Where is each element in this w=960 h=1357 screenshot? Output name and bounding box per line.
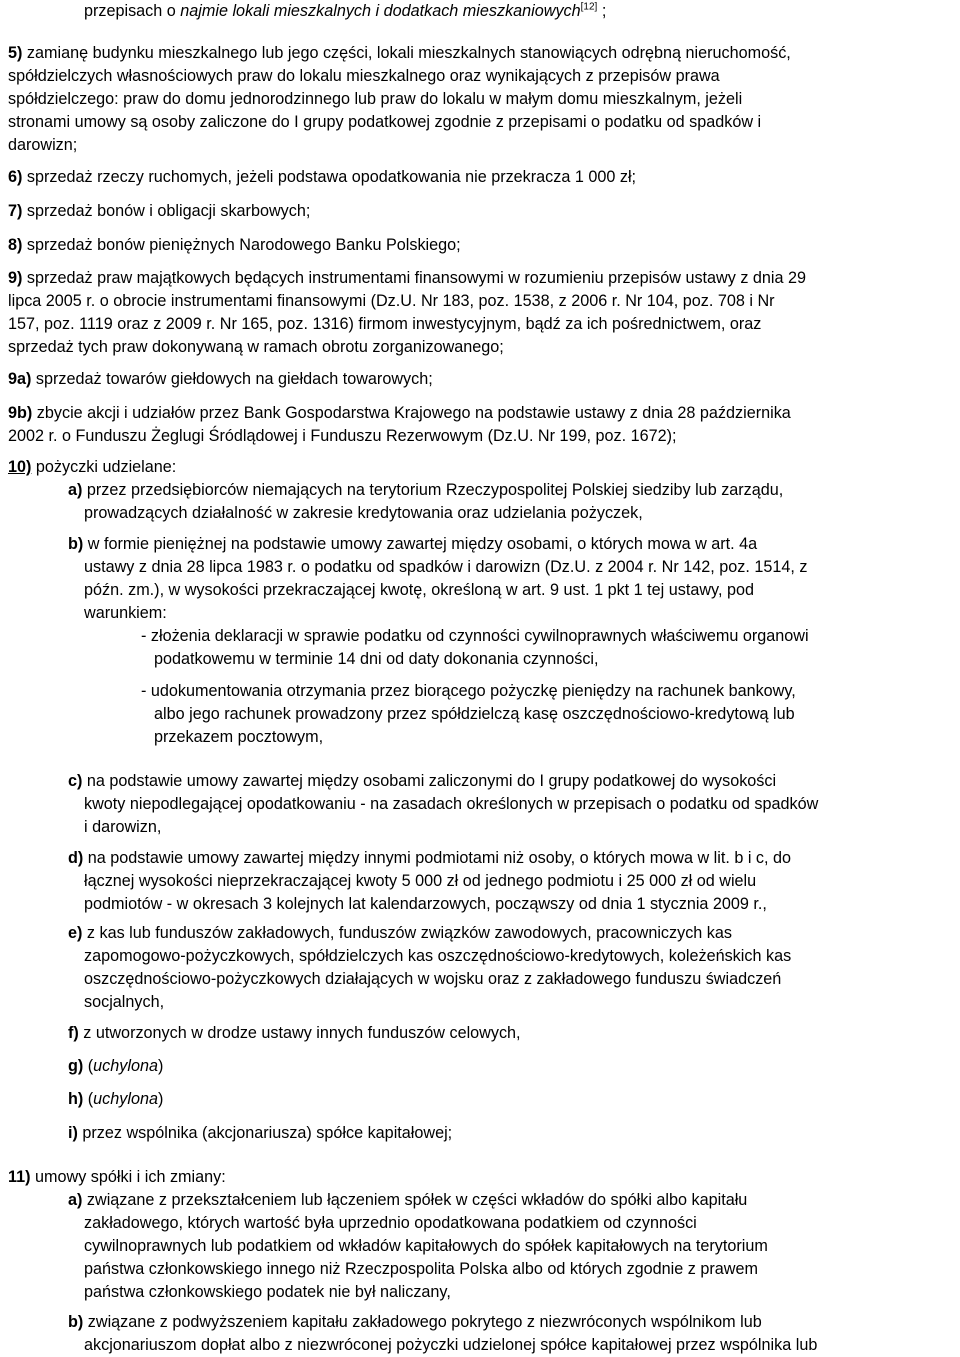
- item-10f-text: z utworzonych w drodze ustawy innych funduszów celowych,: [78, 1024, 521, 1042]
- item-8: [8, 234, 461, 257]
- item-10c-line: [68, 770, 818, 793]
- item-9-line: sprzedaż tych praw dokonywaną w ramach obrotu zorganizowanego;: [8, 338, 504, 356]
- item-10b: [68, 533, 807, 625]
- item-10h-repealed: uchylona: [93, 1090, 158, 1108]
- item-11a-line: zakładowego, których wartość była uprzednio opodatkowana podatkiem od czynności: [84, 1214, 697, 1232]
- item-11a-line: państwa członkowskiego podatek nie był naliczany,: [84, 1283, 451, 1301]
- item-10e-line: socjalnych,: [84, 993, 165, 1011]
- item-11-text: umowy spółki i ich zmiany:: [30, 1168, 226, 1186]
- item-9a-number: 9a): [8, 370, 32, 388]
- item-10a-text: przez przedsiębiorców niemających na terytorium Rzeczypospolitej Polskiej siedziby lub zarządu,: [82, 481, 784, 499]
- item-10e-line: [68, 922, 791, 945]
- item-7-number: 7): [8, 202, 23, 220]
- item-10d-text: na podstawie umowy zawartej między innymi podmiotami niż osoby, o których mowa w lit. b i c, do: [83, 849, 792, 867]
- item-10g-letter: g): [68, 1057, 84, 1075]
- item-8-text: sprzedaż bonów pieniężnych Narodowego Banku Polskiego;: [22, 236, 461, 254]
- item-10f: [68, 1022, 521, 1045]
- item-11a-line: państwa członkowskiego innego niż Rzeczpospolita Polska albo od których zgodnie z prawem: [84, 1260, 758, 1278]
- item-9b-text: zbycie akcji i udziałów przez Bank Gospodarstwa Krajowego na podstawie ustawy z dnia 28 października: [32, 404, 791, 422]
- item-8-number: 8): [8, 236, 23, 254]
- item-9: [8, 267, 806, 359]
- item-10d-letter: d): [68, 849, 84, 867]
- item-5-number: 5): [8, 44, 23, 62]
- condition-2-line: przekazem pocztowym,: [154, 728, 324, 746]
- condition-1-line: podatkowemu w terminie 14 dni od daty dokonania czynności,: [154, 650, 599, 668]
- item-9b-line: 2002 r. o Funduszu Żeglugi Śródlądowej i Funduszu Rezerwowym (Dz.U. Nr 199, poz. 1672);: [8, 427, 677, 445]
- item-11b-line: [68, 1311, 817, 1334]
- item-11a-letter: a): [68, 1191, 83, 1209]
- item-10d-line: podmiotów - w okresach 3 kolejnych lat kalendarzowych, począwszy od dnia 1 stycznia 2009 r.,: [84, 895, 767, 913]
- item-10b-letter: b): [68, 535, 84, 553]
- item-11a-line: cywilnoprawnych lub podatkiem od wkładów kapitałowych do spółek kapitałowych na terytorium: [84, 1237, 768, 1255]
- item-9-text: sprzedaż praw majątkowych będących instrumentami finansowymi w rozumieniu przepisów ustawy z dnia 29: [22, 269, 807, 287]
- item-10e: [68, 922, 791, 1014]
- item-10b-condition-2: [141, 680, 796, 749]
- item-10a: [68, 479, 783, 525]
- item-11b-letter: b): [68, 1313, 84, 1331]
- item-5-line: [8, 42, 791, 65]
- item-5-line: spółdzielczych własnościowych praw do lokalu mieszkalnego oraz wynikających z przepisów prawa: [8, 67, 720, 85]
- item-10g: [68, 1055, 163, 1078]
- item-10-text: pożyczki udzielane:: [31, 458, 177, 476]
- item-10e-line: oszczędnościowo-pożyczkowych działających w wojsku oraz z zakładowego funduszu świadczeń: [84, 970, 782, 988]
- item-11: [8, 1166, 226, 1189]
- item-9-number: 9): [8, 269, 23, 287]
- condition-2-line: albo jego rachunek prowadzony przez spółdzielczą kasę oszczędnościowo-kredytową lub: [154, 705, 795, 723]
- item-9b: [8, 402, 791, 448]
- item-6-text: sprzedaż rzeczy ruchomych, jeżeli podstawa opodatkowania nie przekracza 1 000 zł;: [22, 168, 637, 186]
- item-10c-line: kwoty niepodlegającej opodatkowaniu - na zasadach określonych w przepisach o podatku od spadków: [84, 795, 819, 813]
- item-10d: [68, 847, 791, 916]
- item-10e-line: zapomogowo-pożyczkowych, spółdzielczych kas oszczędnościowo-kredytowych, koleżeńskich kas: [84, 947, 792, 965]
- item-11-number: 11): [8, 1168, 31, 1186]
- item-10h: [68, 1088, 163, 1111]
- intro-line: [84, 0, 606, 23]
- item-10i: [68, 1122, 452, 1145]
- item-9-line: [8, 267, 806, 290]
- intro-tail: ;: [597, 2, 607, 20]
- item-10i-text: przez wspólnika (akcjonariusza) spółce kapitałowej;: [77, 1124, 453, 1142]
- item-10i-letter: i): [68, 1124, 78, 1142]
- item-7: [8, 200, 310, 223]
- item-10e-letter: e): [68, 924, 83, 942]
- item-10f-letter: f): [68, 1024, 79, 1042]
- item-9-line: 157, poz. 1119 oraz z 2009 r. Nr 165, poz. 1316) firmom inwestycyjnym, bądź za ich pośrednictwem, oraz: [8, 315, 762, 333]
- item-5-line: stronami umowy są osoby zaliczone do I grupy podatkowej zgodnie z przepisami o podatku od spadków i: [8, 113, 762, 131]
- item-10b-line: warunkiem:: [84, 604, 167, 622]
- item-10h-post: ): [157, 1090, 164, 1108]
- item-10b-text: w formie pieniężnej na podstawie umowy zawartej między osobami, o których mowa w art. 4a: [83, 535, 758, 553]
- item-11a-line: [68, 1189, 768, 1212]
- item-11a-text: związane z przekształceniem lub łączeniem spółek w części wkładów do spółki albo kapitału: [82, 1191, 748, 1209]
- item-5-line: darowizn;: [8, 136, 78, 154]
- item-10c: [68, 770, 818, 839]
- item-11b-text: związane z podwyższeniem kapitału zakładowego pokrytego z niezwróconych wspólnikom lub: [83, 1313, 762, 1331]
- item-10h-pre: (: [83, 1090, 94, 1108]
- item-10a-line: [68, 479, 783, 502]
- item-10a-letter: a): [68, 481, 83, 499]
- item-10b-line: późn. zm.), w wysokości przekraczającej kwotę, określoną w art. 9 ust. 1 pkt 1 tej ustawy, pod: [84, 581, 754, 599]
- item-10d-line: łącznej wysokości nieprzekraczającej kwoty 5 000 zł od jednego podmiotu i 25 000 zł od wielu: [84, 872, 757, 890]
- item-6: [8, 166, 636, 189]
- item-10b-line: ustawy z dnia 28 lipca 1983 r. o podatku od spadków i darowizn (Dz.U. z 2004 r. Nr 142, poz. 1514, z: [84, 558, 808, 576]
- item-11b-line: akcjonariuszom dopłat albo z niezwróconej pożyczki udzielonej spółce kapitałowej przez wspólnika lub: [84, 1336, 818, 1354]
- item-10g-pre: (: [83, 1057, 94, 1075]
- item-10c-line: i darowizn,: [84, 818, 162, 836]
- intro-italic: najmie lokali mieszkalnych i dodatkach mieszkaniowych: [180, 2, 581, 20]
- item-10-number: [8, 458, 31, 476]
- item-10c-text: na podstawie umowy zawartej między osobami zaliczonymi do I grupy podatkowej do wysokości: [82, 772, 777, 790]
- item-5-text: zamianę budynku mieszkalnego lub jego części, lokali mieszkalnych stanowiących odrębną nieruchomość,: [22, 44, 791, 62]
- item-10e-text: z kas lub funduszów zakładowych, funduszów związków zawodowych, pracowniczych kas: [82, 924, 733, 942]
- item-10a-line: prowadzących działalność w zakresie kredytowania oraz udzielania pożyczek,: [84, 504, 643, 522]
- condition-1-line: - złożenia deklaracji w sprawie podatku od czynności cywilnoprawnych właściwemu organowi: [141, 627, 809, 645]
- item-5: [8, 42, 791, 157]
- item-10-number-text: 10): [8, 458, 32, 476]
- item-10: [8, 456, 176, 479]
- item-10b-condition-1: [141, 625, 809, 671]
- item-11a: [68, 1189, 768, 1304]
- item-10b-line: [68, 533, 807, 556]
- item-7-text: sprzedaż bonów i obligacji skarbowych;: [22, 202, 311, 220]
- item-10g-post: ): [157, 1057, 164, 1075]
- item-9b-number: 9b): [8, 404, 33, 422]
- item-6-number: 6): [8, 168, 23, 186]
- condition-2-line: - udokumentowania otrzymania przez biorącego pożyczkę pieniędzy na rachunek bankowy,: [141, 682, 796, 700]
- item-10g-repealed: uchylona: [93, 1057, 158, 1075]
- item-9b-line: [8, 402, 791, 425]
- item-11b: [68, 1311, 817, 1357]
- item-10c-letter: c): [68, 772, 83, 790]
- intro-text: przepisach o: [84, 2, 181, 20]
- footnote-ref[interactable]: [12]: [580, 1, 598, 13]
- item-9-line: lipca 2005 r. o obrocie instrumentami finansowymi (Dz.U. Nr 183, poz. 1538, z 2006 r. Nr 104, poz. 708 i Nr: [8, 292, 775, 310]
- item-10d-line: [68, 847, 791, 870]
- item-10h-letter: h): [68, 1090, 84, 1108]
- item-9a-text: sprzedaż towarów giełdowych na giełdach towarowych;: [31, 370, 433, 388]
- item-5-line: spółdzielczego: praw do domu jednorodzinnego lub praw do lokalu w małym domu mieszkalnym, jeżeli: [8, 90, 743, 108]
- item-9a: [8, 368, 433, 391]
